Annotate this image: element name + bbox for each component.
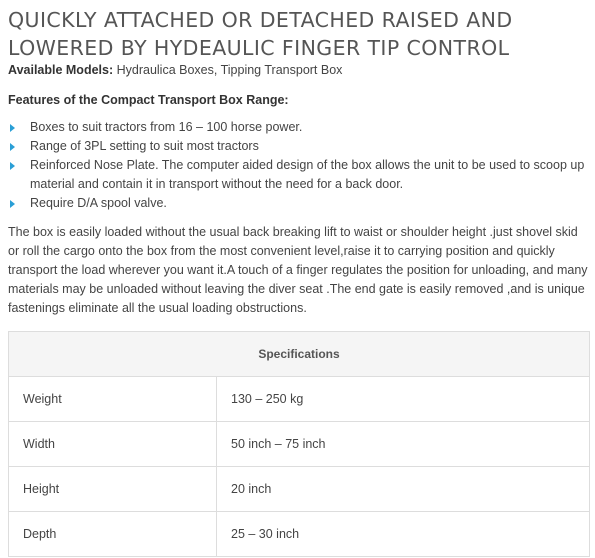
page-title: QUICKLY ATTACHED OR DETACHED RAISED AND LOWERED BY HYDEAULIC FINGER TIP CONTROL: [8, 8, 513, 60]
feature-item: [8, 137, 592, 156]
feature-item: [8, 118, 592, 137]
feature-item: [8, 194, 592, 213]
feature-text: Require D/A spool valve.: [30, 196, 167, 210]
triangle-bullet-icon: [10, 162, 15, 170]
specifications-header-row: [9, 331, 590, 376]
feature-text: Range of 3PL setting to suit most tractors: [30, 139, 259, 153]
spec-key: Weight: [9, 376, 217, 421]
feature-item: [8, 156, 592, 194]
triangle-bullet-icon: [10, 143, 15, 151]
spec-key: Height: [9, 466, 217, 511]
spec-key: Depth: [9, 511, 217, 556]
triangle-bullet-icon: [10, 200, 15, 208]
specifications-header: Specifications: [9, 331, 590, 376]
spec-value: 25 – 30 inch: [217, 511, 590, 556]
features-list: [8, 118, 592, 213]
available-models-label: Available Models:: [8, 63, 114, 77]
triangle-bullet-icon: [10, 124, 15, 132]
specifications-table: [8, 331, 590, 557]
product-content: [8, 0, 592, 557]
spec-value: 50 inch – 75 inch: [217, 421, 590, 466]
spec-value: 20 inch: [217, 466, 590, 511]
table-row: [9, 376, 590, 421]
table-row: [9, 511, 590, 556]
feature-text: Boxes to suit tractors from 16 – 100 horse power.: [30, 120, 303, 134]
table-row: [9, 421, 590, 466]
spec-key: Width: [9, 421, 217, 466]
description-paragraph: The box is easily loaded without the usual back breaking lift to waist or shoulder height .just shovel skid or roll the cargo onto the box from the most convenient level,raise it to carrying position and quickly transport the load wherever you want it.A touch of a finger regulates the position for unloading, and many materials may be unloaded without leaving the diver seat .The end gate is easily removed ,and is unique fastenings eliminate all the usual loading obstructions.: [8, 225, 588, 315]
feature-text: Reinforced Nose Plate. The computer aided design of the box allows the unit to be used to scoop up material and contain it in transport without the need for a back door.: [30, 158, 585, 191]
table-row: [9, 466, 590, 511]
available-models-value: Hydraulica Boxes, Tipping Transport Box: [116, 63, 343, 77]
features-heading: Features of the Compact Transport Box Range:: [8, 93, 289, 107]
spec-value: 130 – 250 kg: [217, 376, 590, 421]
available-models: [8, 62, 592, 78]
